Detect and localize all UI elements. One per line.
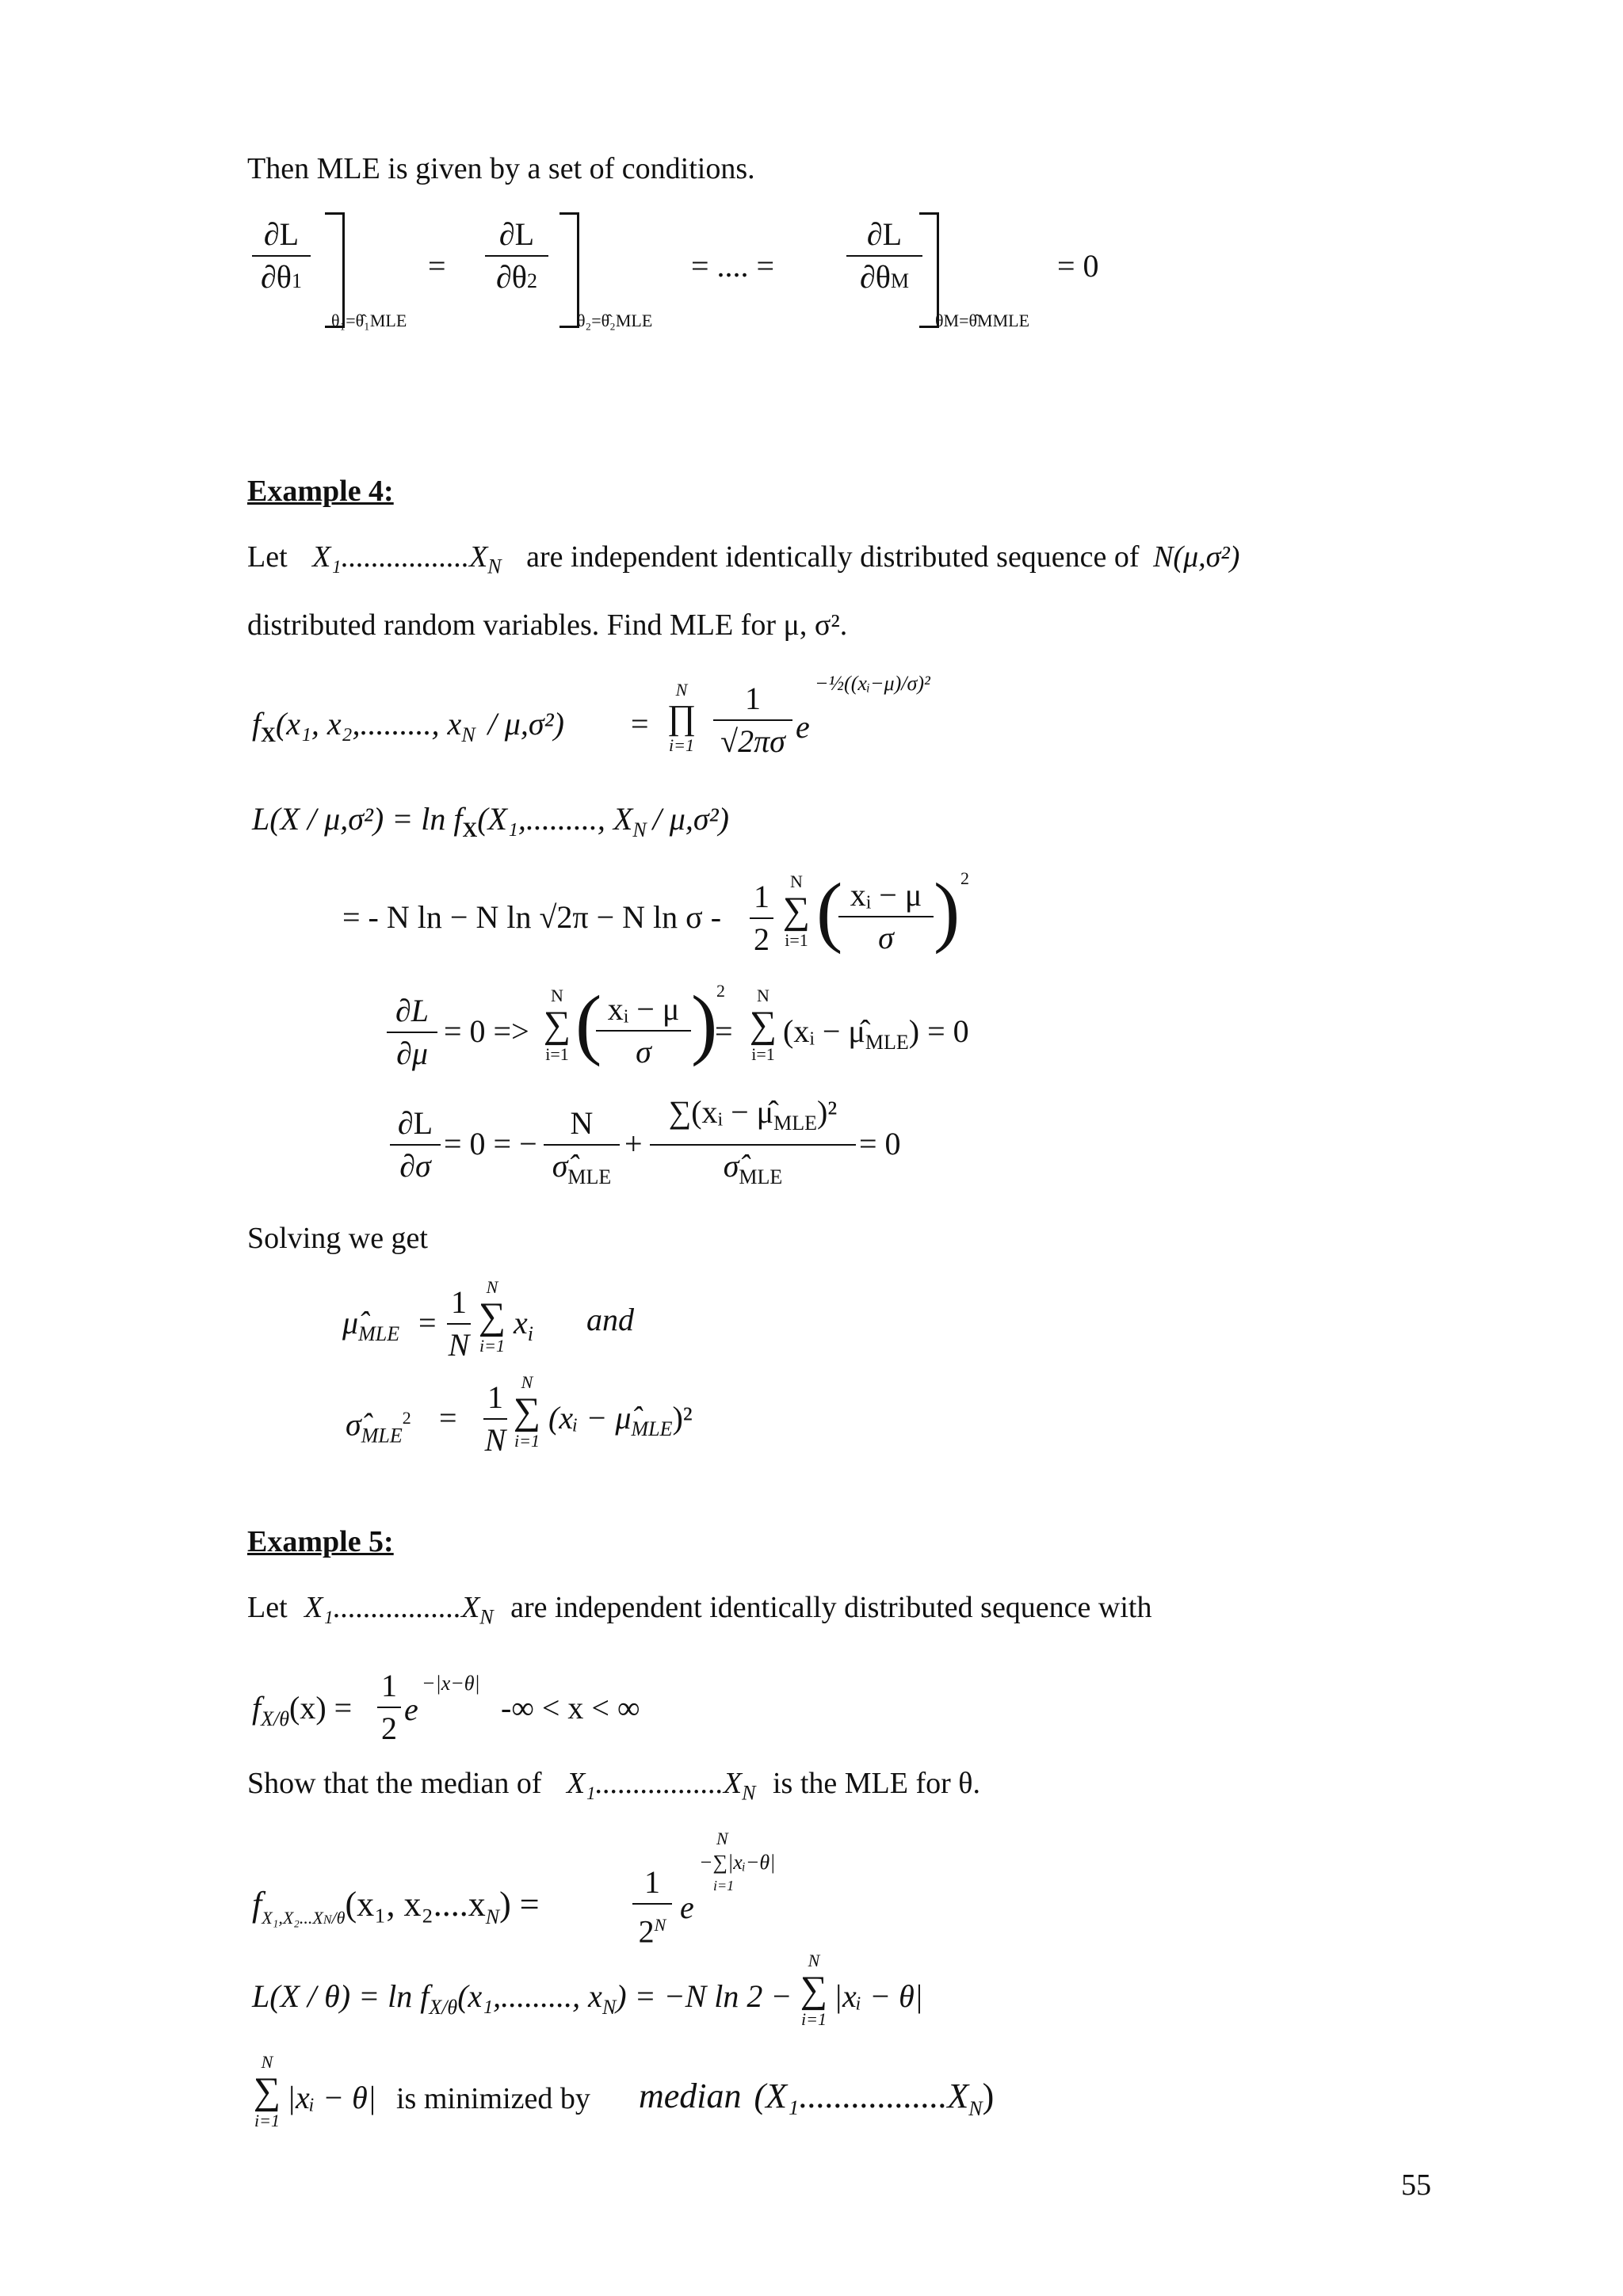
and-word: and bbox=[586, 1302, 634, 1337]
frac-numerator: ∂L bbox=[263, 216, 300, 252]
frac-numerator: ∂L bbox=[498, 216, 535, 252]
dL-dsigma-fraction: ∂L ∂σ bbox=[390, 1104, 441, 1185]
one-over-2N-fraction: 1 $2^N$ bbox=[632, 1863, 672, 1951]
mu-hat-label: $\mû_{MLE}$ bbox=[342, 1305, 400, 1345]
equals-zero: = 0 bbox=[1057, 248, 1099, 284]
example-5-heading: Example 5: bbox=[247, 1525, 394, 1558]
partial-frac-2 bbox=[485, 215, 548, 300]
mu-residual-sum-term: (xᵢ − $\mû_{MLE}) = 0$ bbox=[783, 1013, 969, 1054]
sequence-symbol: $X_1.................X_N$ bbox=[304, 1591, 494, 1629]
residual-sum-fraction: ∑(xᵢ − $\mû_{MLE})^2$ $\sigmâ_{MLE}$ bbox=[650, 1093, 856, 1196]
page-number: 55 bbox=[1401, 2168, 1431, 2202]
sigma-residual-term: (xᵢ − $\mû_{MLE})^2$ bbox=[548, 1400, 693, 1440]
product-operator: N ∏ i=1 bbox=[666, 680, 697, 755]
minimized-text: is minimized by bbox=[396, 2082, 590, 2115]
sum-operator: N ∑ i=1 bbox=[253, 2052, 281, 2130]
eval-subscript-1: θ₁=θ̂₁MLE bbox=[331, 311, 407, 330]
pdf-lhs: $f_X(x_1$, x₂,........., $x_N / \mu,\sigma^2$) bbox=[252, 706, 564, 746]
sigma-hat-label: $\sigmâ_{MLE}^2$ bbox=[346, 1406, 411, 1447]
exponent-sum-upper: N bbox=[716, 1829, 728, 1848]
statement-text: are independent identically distributed sequence with bbox=[510, 1591, 1152, 1624]
frac-numerator: ∂L bbox=[866, 216, 903, 252]
log-likelihood-expanded: = - N ln − N ln √2π − N ln σ - bbox=[342, 899, 722, 935]
exponent-sum-lower: i=1 bbox=[713, 1878, 735, 1894]
N-over-sigma-fraction: N $\sigmâ_{MLE}$ bbox=[544, 1104, 620, 1196]
equals-sign: = bbox=[439, 1400, 457, 1436]
one-over-N-fraction: 1 N bbox=[448, 1284, 470, 1363]
frac-denominator: ∂θ bbox=[859, 259, 891, 295]
sum-operator: N ∑ i=1 bbox=[478, 1277, 506, 1356]
median-expression: median $(X_1.................X_N)$ bbox=[639, 2077, 995, 2120]
partial-frac-M bbox=[846, 215, 922, 300]
one-over-N-fraction: 1 N bbox=[484, 1379, 506, 1458]
half-fraction: 1 2 bbox=[377, 1667, 401, 1748]
standardized-fraction: xᵢ − μ σ bbox=[596, 990, 691, 1071]
show-median-statement: Show that the median of $X_1.................X_N$ is the MLE for θ. bbox=[247, 1767, 980, 1805]
equals-sign: = bbox=[428, 248, 446, 284]
example-4-heading: Example 4: bbox=[247, 475, 394, 508]
half-fraction: 1 2 bbox=[750, 878, 773, 959]
right-paren: ) bbox=[691, 979, 718, 1067]
let-word: Let bbox=[247, 540, 288, 574]
frac-denominator: ∂θ bbox=[261, 259, 292, 295]
right-paren: ) bbox=[934, 867, 960, 955]
sum-operator: N ∑ i=1 bbox=[543, 986, 571, 1064]
square-exponent: 2 bbox=[716, 981, 725, 1001]
sum-operator: N ∑ i=1 bbox=[513, 1372, 541, 1451]
support-range: -∞ < x < ∞ bbox=[501, 1690, 640, 1726]
dL-dmu-fraction: ∂L ∂μ bbox=[387, 992, 437, 1073]
left-paren: ( bbox=[816, 867, 843, 955]
equals-zero-minus: = 0 = − bbox=[444, 1126, 537, 1161]
pdf-exponent: −½((xᵢ−μ)/σ)² bbox=[815, 672, 930, 695]
subscript: 1 bbox=[291, 269, 302, 292]
absolute-deviation: |xᵢ − θ| bbox=[287, 2080, 376, 2115]
equals-dots: = .... = bbox=[691, 248, 775, 284]
implies-text: = 0 => bbox=[444, 1013, 529, 1049]
intro-text: Then MLE is given by a set of conditions. bbox=[247, 152, 755, 185]
sequence-symbol: $X_1.................X_N$ bbox=[312, 540, 502, 578]
solving-text: Solving we get bbox=[247, 1222, 428, 1255]
statement-text: are independent identically distributed sequence of bbox=[526, 540, 1140, 574]
example-4-statement-line1 bbox=[247, 539, 1436, 585]
plus-sign: + bbox=[624, 1126, 643, 1161]
eval-subscript-M: θM=θ̂MMLE bbox=[935, 311, 1030, 330]
exp-e: e bbox=[680, 1890, 694, 1925]
example-5-statement: Let $X_1.................X_N$ are independent identically distributed sequence with bbox=[247, 1591, 1152, 1629]
equals-sign: = bbox=[418, 1305, 437, 1341]
absolute-deviation: |xᵢ − θ| bbox=[834, 1978, 923, 2014]
equals-zero: = 0 bbox=[859, 1126, 901, 1161]
sum-operator: N ∑ i=1 bbox=[782, 871, 811, 950]
laplace-pdf-lhs: $f_{X/\theta}(x)$ = bbox=[252, 1690, 353, 1730]
sum-operator: N ∑ i=1 bbox=[749, 986, 777, 1064]
normal-distribution-symbol: N(μ,σ²) bbox=[1153, 540, 1240, 574]
standardized-fraction: xᵢ − μ σ bbox=[838, 876, 934, 957]
frac-denominator: ∂θ bbox=[496, 259, 527, 295]
pdf-equals: = bbox=[631, 706, 649, 742]
x-i-term: $x_i$ bbox=[514, 1305, 533, 1345]
subscript: 2 bbox=[526, 269, 537, 292]
laplace-exponent: −|x−θ| bbox=[422, 1672, 480, 1695]
joint-pdf-lhs: $f_{X_1,X_2...XN/\theta}(x_1$, $x_2....x_N$) = bbox=[252, 1885, 540, 1928]
equals-sign: = bbox=[715, 1013, 733, 1049]
subscript: M bbox=[890, 269, 910, 292]
exp-e: e bbox=[796, 709, 810, 745]
joint-exponent: −∑|xᵢ−θ| bbox=[699, 1851, 776, 1874]
pdf-coefficient-fraction: 1 √2πσ bbox=[713, 680, 792, 761]
example-4-statement-line2: distributed random variables. Find MLE for μ, σ². bbox=[247, 608, 848, 642]
left-paren: ( bbox=[575, 979, 602, 1067]
sum-operator: N ∑ i=1 bbox=[800, 1951, 828, 2029]
exp-e: e bbox=[404, 1691, 418, 1727]
square-exponent: 2 bbox=[960, 868, 969, 888]
eval-subscript-2: θ₂=θ̂₂MLE bbox=[577, 311, 653, 330]
laplace-log-likelihood: $L(X / \theta) = \ln f_{X/\theta}(x_1$,........., $x_N) = -N$ ln 2 − bbox=[252, 1978, 792, 2019]
log-likelihood-equation: $L(X / \mu,\sigma^2) = \ln f_X(X_1$,........., $X_N / \mu,\sigma^2$) bbox=[252, 801, 729, 841]
partial-frac-1 bbox=[252, 215, 311, 300]
